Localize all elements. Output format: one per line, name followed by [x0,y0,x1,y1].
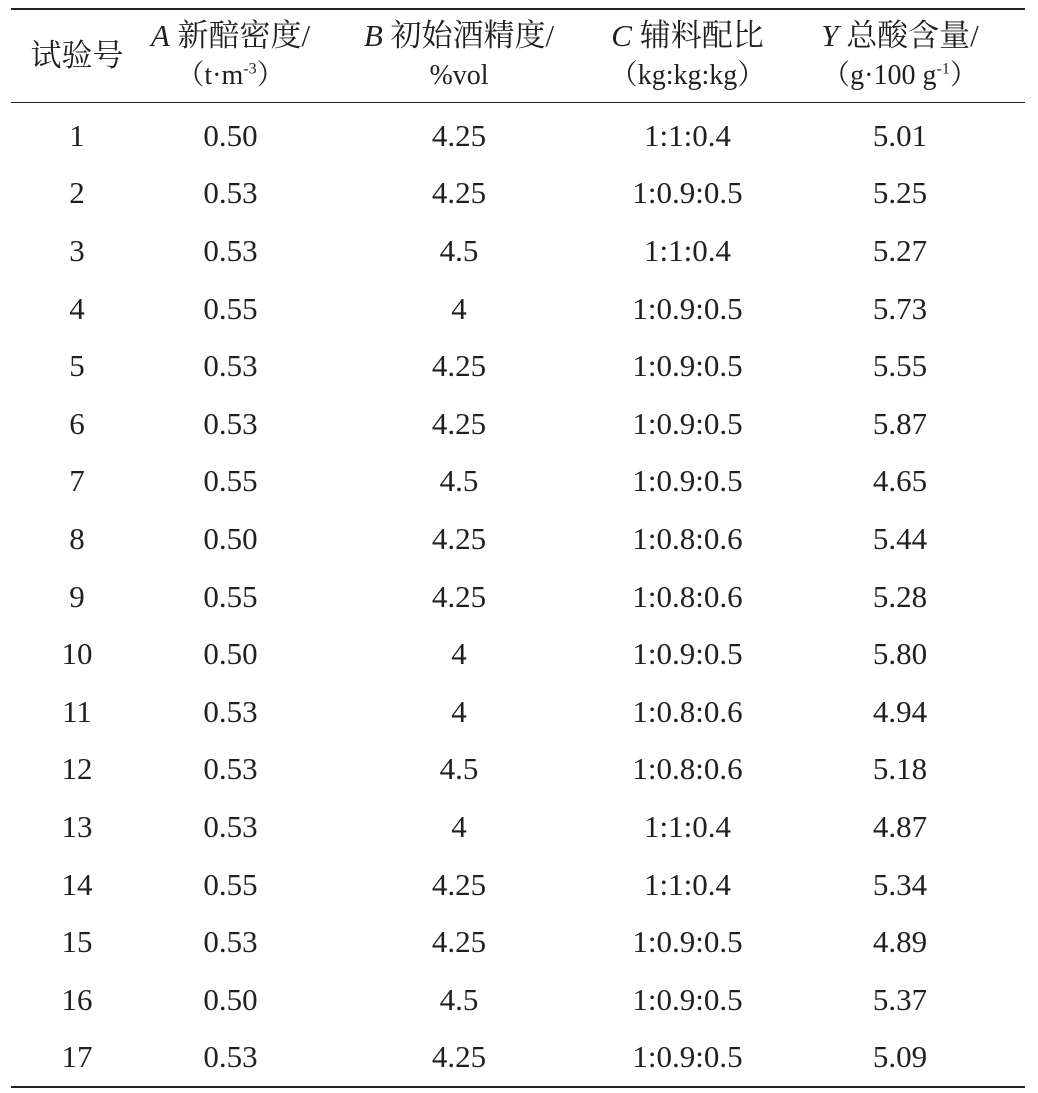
cell-a-density: 0.50 [203,520,258,556]
cell-trial-number: 13 [61,808,93,844]
cell-b-alcohol: 4 [451,808,467,844]
cell-a-density: 0.50 [203,636,258,672]
cell-a-density: 0.53 [203,1039,258,1075]
cell-c-ratio: 1:1:0.4 [644,117,731,153]
cell-trial-number: 4 [69,290,85,326]
table-row [11,510,1025,568]
cell-b-alcohol: 4.25 [431,578,487,614]
header-y-unit-close: ） [949,60,978,91]
cell-a-density: 0.50 [203,117,258,153]
table-row [11,165,1025,223]
cell-a-density: 0.55 [203,578,258,614]
cell-trial-number: 11 [62,693,92,729]
table-row [11,683,1025,741]
cell-a-density: 0.53 [203,693,258,729]
cell-y-acidity: 4.89 [872,924,928,960]
cell-a-density: 0.50 [203,981,258,1017]
header-y-unit-exponent: -1 [936,60,950,78]
header-c-unit: （kg:kg:kg） [609,60,766,91]
table-row [11,625,1025,683]
cell-trial-number: 12 [61,751,93,787]
cell-y-acidity: 5.27 [872,232,928,268]
cell-a-density: 0.53 [203,232,258,268]
cell-b-alcohol: 4.5 [439,463,479,499]
cell-y-acidity: 5.87 [872,405,928,441]
cell-a-density: 0.53 [203,348,258,384]
cell-trial-number: 17 [61,1039,93,1075]
cell-y-acidity: 4.94 [872,693,928,729]
header-y-acidity [775,9,1025,103]
cell-c-ratio: 1:0.9:0.5 [632,463,743,499]
table-row [11,798,1025,856]
table-row [11,103,1025,165]
header-b-symbol: B [363,18,383,53]
cell-y-acidity: 5.01 [872,117,928,153]
cell-c-ratio: 1:0.9:0.5 [632,348,743,384]
cell-a-density: 0.53 [203,751,258,787]
cell-b-alcohol: 4.25 [431,175,487,211]
cell-c-ratio: 1:1:0.4 [644,232,731,268]
cell-b-alcohol: 4 [451,693,467,729]
cell-trial-number: 9 [69,578,85,614]
header-b-unit: %vol [429,60,489,91]
table-row [11,913,1025,971]
cell-c-ratio: 1:0.8:0.6 [632,520,743,556]
header-y-label: 总酸含量/ [838,18,979,53]
cell-y-acidity: 5.18 [872,751,928,787]
cell-c-ratio: 1:0.8:0.6 [632,578,743,614]
cell-c-ratio: 1:0.9:0.5 [632,981,743,1017]
table-row [11,971,1025,1029]
table-row [11,453,1025,511]
cell-trial-number: 6 [69,405,85,441]
header-y-symbol: Y [821,18,839,53]
cell-trial-number: 7 [69,463,85,499]
header-c-label: 辅料配比 [631,18,764,53]
cell-trial-number: 8 [69,520,85,556]
cell-c-ratio: 1:0.8:0.6 [632,751,743,787]
cell-c-ratio: 1:0.9:0.5 [632,636,743,672]
header-b-alcohol [318,9,600,103]
cell-b-alcohol: 4.25 [431,1039,487,1075]
cell-c-ratio: 1:0.9:0.5 [632,290,743,326]
cell-c-ratio: 1:0.9:0.5 [632,1039,743,1075]
cell-trial-number: 15 [61,924,93,960]
cell-b-alcohol: 4 [451,290,467,326]
cell-b-alcohol: 4.25 [431,520,487,556]
cell-trial-number: 14 [61,866,93,902]
table-body [11,103,1025,1088]
cell-b-alcohol: 4 [451,636,467,672]
table-row [11,395,1025,453]
table-row [11,337,1025,395]
table-row [11,1029,1025,1088]
header-a-label: 新醅密度/ [169,18,311,53]
experiment-table-container [11,0,1025,1088]
table-header-row [11,9,1025,103]
cell-a-density: 0.53 [203,808,258,844]
cell-y-acidity: 5.09 [872,1039,928,1075]
header-c-ratio [600,9,775,103]
cell-trial-number: 2 [69,175,85,211]
table-row [11,222,1025,280]
cell-trial-number: 1 [69,117,85,153]
cell-y-acidity: 5.28 [872,578,928,614]
header-c-symbol: C [611,18,632,53]
header-b-label: 初始酒精度/ [382,18,555,53]
cell-c-ratio: 1:0.9:0.5 [632,924,743,960]
table-row [11,568,1025,626]
cell-y-acidity: 5.73 [872,290,928,326]
header-a-unit-exponent: -3 [243,60,257,78]
cell-b-alcohol: 4.25 [431,348,487,384]
header-trial-number-label: 试验号 [30,38,124,73]
cell-c-ratio: 1:0.9:0.5 [632,405,743,441]
experiment-design-table [11,8,1025,1088]
cell-c-ratio: 1:0.8:0.6 [632,693,743,729]
header-a-unit-close: ） [256,60,285,91]
header-a-symbol: A [150,18,170,53]
cell-a-density: 0.53 [203,175,258,211]
cell-a-density: 0.55 [203,290,258,326]
cell-b-alcohol: 4.5 [439,981,479,1017]
cell-b-alcohol: 4.25 [431,405,487,441]
header-a-unit: （t·m [176,60,244,91]
cell-a-density: 0.55 [203,866,258,902]
cell-y-acidity: 5.80 [872,636,928,672]
header-y-unit: （g·100 g [822,60,937,91]
cell-c-ratio: 1:1:0.4 [644,866,731,902]
table-row [11,856,1025,914]
cell-y-acidity: 5.25 [872,175,928,211]
cell-y-acidity: 5.44 [872,520,928,556]
cell-c-ratio: 1:0.9:0.5 [632,175,743,211]
cell-trial-number: 3 [69,232,85,268]
cell-b-alcohol: 4.25 [431,924,487,960]
cell-a-density: 0.53 [203,924,258,960]
cell-trial-number: 16 [61,981,93,1017]
cell-b-alcohol: 4.5 [439,232,479,268]
cell-c-ratio: 1:1:0.4 [644,808,731,844]
cell-a-density: 0.53 [203,405,258,441]
table-row [11,741,1025,799]
cell-y-acidity: 5.55 [872,348,928,384]
cell-a-density: 0.55 [203,463,258,499]
cell-y-acidity: 5.34 [872,866,928,902]
cell-b-alcohol: 4.25 [431,866,487,902]
table-row [11,280,1025,338]
cell-b-alcohol: 4.25 [431,117,487,153]
cell-trial-number: 5 [69,348,85,384]
header-trial-number [11,9,143,103]
cell-trial-number: 10 [61,636,93,672]
cell-y-acidity: 5.37 [872,981,928,1017]
cell-y-acidity: 4.87 [872,808,928,844]
cell-y-acidity: 4.65 [872,463,928,499]
header-a-density [143,9,318,103]
cell-b-alcohol: 4.5 [439,751,479,787]
